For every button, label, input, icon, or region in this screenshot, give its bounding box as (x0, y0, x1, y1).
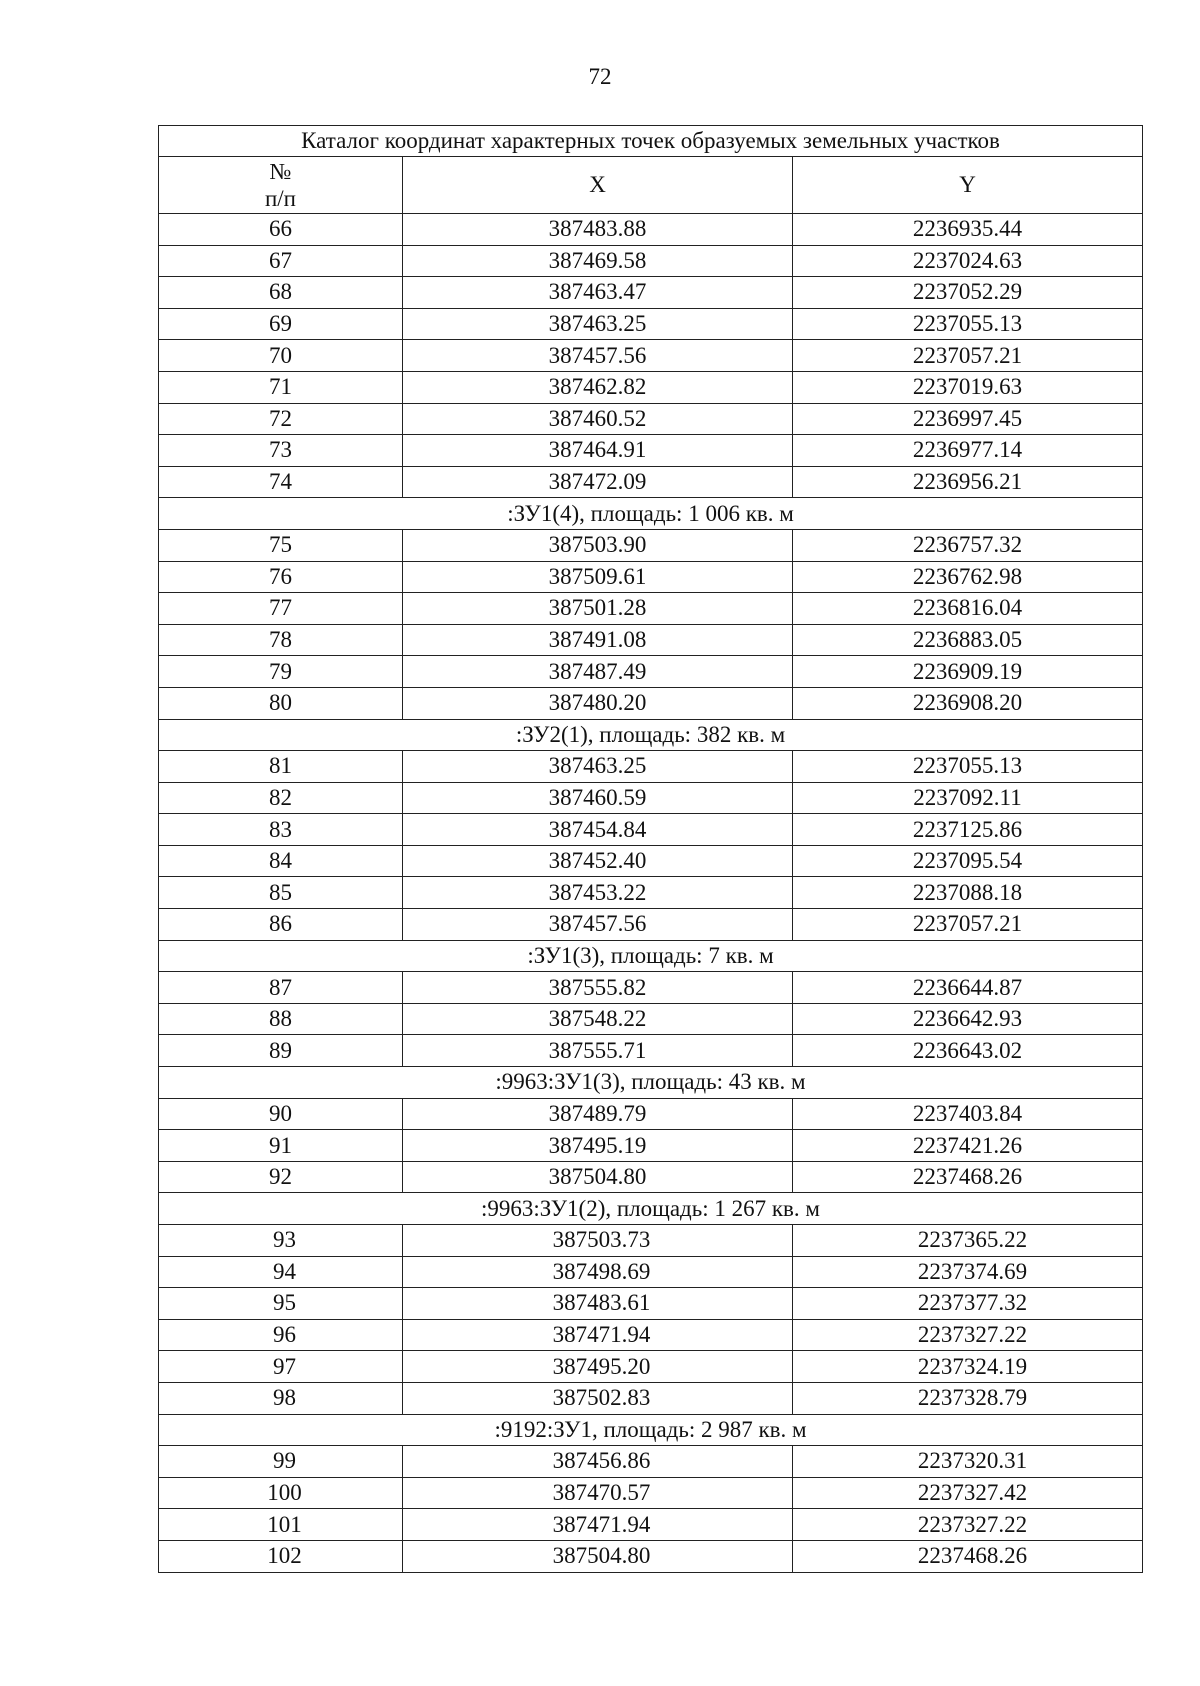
cell-y: 2237052.29 (793, 277, 1143, 309)
table-row (159, 1540, 1143, 1572)
cell-y: 2236977.14 (793, 435, 1143, 467)
cell-x: 387470.57 (403, 1477, 793, 1509)
cell-point-number: 96 (159, 1319, 403, 1351)
section-label: :ЗУ1(4), площадь: 1 006 кв. м (159, 498, 1143, 530)
table-row (159, 909, 1143, 941)
cell-point-number: 87 (159, 972, 403, 1004)
cell-y: 2237327.42 (793, 1477, 1143, 1509)
cell-y: 2236956.21 (793, 466, 1143, 498)
cell-y: 2237055.13 (793, 308, 1143, 340)
cell-y: 2237377.32 (793, 1288, 1143, 1320)
cell-y: 2236644.87 (793, 972, 1143, 1004)
cell-x: 387464.91 (403, 435, 793, 467)
table-row (159, 214, 1143, 246)
cell-point-number: 69 (159, 308, 403, 340)
column-header-y: Y (793, 157, 1143, 214)
table-row (159, 529, 1143, 561)
cell-x: 387469.58 (403, 245, 793, 277)
cell-point-number: 95 (159, 1288, 403, 1320)
table-row (159, 403, 1143, 435)
cell-y: 2236757.32 (793, 529, 1143, 561)
table-row (159, 751, 1143, 783)
cell-point-number: 78 (159, 624, 403, 656)
table-row (159, 593, 1143, 625)
table-row (159, 1319, 1143, 1351)
cell-point-number: 94 (159, 1256, 403, 1288)
table-header-row (159, 157, 1143, 214)
cell-point-number: 72 (159, 403, 403, 435)
cell-point-number: 67 (159, 245, 403, 277)
table-row (159, 782, 1143, 814)
cell-x: 387463.25 (403, 308, 793, 340)
column-header-number-line2: п/п (264, 186, 296, 211)
cell-point-number: 97 (159, 1351, 403, 1383)
cell-x: 387509.61 (403, 561, 793, 593)
cell-y: 2236762.98 (793, 561, 1143, 593)
table-row (159, 1382, 1143, 1414)
cell-x: 387495.19 (403, 1130, 793, 1162)
column-header-x: X (403, 157, 793, 214)
cell-y: 2236909.19 (793, 656, 1143, 688)
cell-y: 2237421.26 (793, 1130, 1143, 1162)
cell-point-number: 99 (159, 1446, 403, 1478)
cell-y: 2237324.19 (793, 1351, 1143, 1383)
table-row (159, 1003, 1143, 1035)
cell-x: 387452.40 (403, 845, 793, 877)
section-row (159, 1193, 1143, 1225)
table-row (159, 308, 1143, 340)
table-title: Каталог координат характерных точек образуемых земельных участков (159, 126, 1143, 157)
cell-y: 2237024.63 (793, 245, 1143, 277)
cell-x: 387491.08 (403, 624, 793, 656)
cell-y: 2236935.44 (793, 214, 1143, 246)
table-row (159, 1509, 1143, 1541)
table-row (159, 624, 1143, 656)
cell-x: 387495.20 (403, 1351, 793, 1383)
cell-point-number: 84 (159, 845, 403, 877)
cell-point-number: 83 (159, 814, 403, 846)
cell-y: 2236643.02 (793, 1035, 1143, 1067)
cell-point-number: 79 (159, 656, 403, 688)
cell-x: 387503.90 (403, 529, 793, 561)
cell-point-number: 101 (159, 1509, 403, 1541)
section-label: :9192:ЗУ1, площадь: 2 987 кв. м (159, 1414, 1143, 1446)
cell-x: 387463.25 (403, 751, 793, 783)
cell-x: 387462.82 (403, 371, 793, 403)
cell-x: 387471.94 (403, 1319, 793, 1351)
page-number: 72 (588, 64, 612, 89)
cell-x: 387463.47 (403, 277, 793, 309)
table-row (159, 972, 1143, 1004)
cell-point-number: 86 (159, 909, 403, 941)
cell-y: 2237365.22 (793, 1225, 1143, 1257)
cell-x: 387480.20 (403, 687, 793, 719)
cell-x: 387503.73 (403, 1225, 793, 1257)
cell-point-number: 98 (159, 1382, 403, 1414)
table-row (159, 814, 1143, 846)
cell-x: 387489.79 (403, 1098, 793, 1130)
cell-x: 387457.56 (403, 909, 793, 941)
table-row (159, 435, 1143, 467)
table-row (159, 687, 1143, 719)
cell-y: 2237468.26 (793, 1161, 1143, 1193)
cell-x: 387471.94 (403, 1509, 793, 1541)
cell-point-number: 76 (159, 561, 403, 593)
column-header-number-line1: № (269, 159, 292, 184)
cell-y: 2236997.45 (793, 403, 1143, 435)
table-row (159, 1351, 1143, 1383)
table-row (159, 845, 1143, 877)
cell-point-number: 102 (159, 1540, 403, 1572)
cell-point-number: 93 (159, 1225, 403, 1257)
table-title-row (159, 126, 1143, 157)
table-row (159, 656, 1143, 688)
cell-y: 2237095.54 (793, 845, 1143, 877)
table-row (159, 1477, 1143, 1509)
cell-y: 2237088.18 (793, 877, 1143, 909)
table-row (159, 371, 1143, 403)
table-row (159, 1256, 1143, 1288)
cell-y: 2237327.22 (793, 1509, 1143, 1541)
cell-x: 387456.86 (403, 1446, 793, 1478)
table-row (159, 1098, 1143, 1130)
cell-x: 387548.22 (403, 1003, 793, 1035)
section-label: :9963:ЗУ1(2), площадь: 1 267 кв. м (159, 1193, 1143, 1225)
cell-x: 387501.28 (403, 593, 793, 625)
cell-y: 2237019.63 (793, 371, 1143, 403)
cell-y: 2236642.93 (793, 1003, 1143, 1035)
cell-point-number: 81 (159, 751, 403, 783)
cell-x: 387453.22 (403, 877, 793, 909)
cell-point-number: 88 (159, 1003, 403, 1035)
cell-point-number: 71 (159, 371, 403, 403)
cell-y: 2237092.11 (793, 782, 1143, 814)
cell-y: 2237125.86 (793, 814, 1143, 846)
cell-x: 387487.49 (403, 656, 793, 688)
table-row (159, 340, 1143, 372)
cell-y: 2236883.05 (793, 624, 1143, 656)
cell-point-number: 90 (159, 1098, 403, 1130)
cell-x: 387555.82 (403, 972, 793, 1004)
section-row (159, 1067, 1143, 1099)
cell-y: 2237374.69 (793, 1256, 1143, 1288)
cell-x: 387454.84 (403, 814, 793, 846)
section-label: :ЗУ1(3), площадь: 7 кв. м (159, 940, 1143, 972)
section-label: :ЗУ2(1), площадь: 382 кв. м (159, 719, 1143, 751)
cell-x: 387457.56 (403, 340, 793, 372)
coordinates-catalog-table (158, 125, 1143, 1573)
cell-point-number: 89 (159, 1035, 403, 1067)
table-body (159, 126, 1143, 1573)
section-label: :9963:ЗУ1(3), площадь: 43 кв. м (159, 1067, 1143, 1099)
cell-x: 387460.52 (403, 403, 793, 435)
cell-y: 2237057.21 (793, 340, 1143, 372)
cell-y: 2236816.04 (793, 593, 1143, 625)
table-row (159, 245, 1143, 277)
table-row (159, 877, 1143, 909)
cell-point-number: 82 (159, 782, 403, 814)
section-row (159, 498, 1143, 530)
cell-point-number: 92 (159, 1161, 403, 1193)
table-row (159, 1225, 1143, 1257)
cell-y: 2237055.13 (793, 751, 1143, 783)
cell-y: 2237468.26 (793, 1540, 1143, 1572)
cell-x: 387502.83 (403, 1382, 793, 1414)
section-row (159, 1414, 1143, 1446)
cell-point-number: 85 (159, 877, 403, 909)
table-row (159, 277, 1143, 309)
cell-y: 2237328.79 (793, 1382, 1143, 1414)
cell-point-number: 73 (159, 435, 403, 467)
cell-x: 387555.71 (403, 1035, 793, 1067)
section-row (159, 719, 1143, 751)
cell-point-number: 100 (159, 1477, 403, 1509)
cell-point-number: 91 (159, 1130, 403, 1162)
cell-y: 2236908.20 (793, 687, 1143, 719)
cell-y: 2237320.31 (793, 1446, 1143, 1478)
cell-point-number: 68 (159, 277, 403, 309)
cell-y: 2237403.84 (793, 1098, 1143, 1130)
cell-x: 387498.69 (403, 1256, 793, 1288)
table-row (159, 1130, 1143, 1162)
cell-y: 2237057.21 (793, 909, 1143, 941)
section-row (159, 940, 1143, 972)
cell-x: 387472.09 (403, 466, 793, 498)
cell-x: 387504.80 (403, 1161, 793, 1193)
cell-x: 387460.59 (403, 782, 793, 814)
cell-point-number: 66 (159, 214, 403, 246)
table-row (159, 1035, 1143, 1067)
cell-x: 387483.61 (403, 1288, 793, 1320)
cell-y: 2237327.22 (793, 1319, 1143, 1351)
table-row (159, 561, 1143, 593)
table-row (159, 1288, 1143, 1320)
cell-x: 387504.80 (403, 1540, 793, 1572)
column-header-number (159, 157, 403, 214)
table-row (159, 1161, 1143, 1193)
table-row (159, 466, 1143, 498)
cell-point-number: 70 (159, 340, 403, 372)
cell-point-number: 80 (159, 687, 403, 719)
cell-point-number: 75 (159, 529, 403, 561)
cell-point-number: 74 (159, 466, 403, 498)
cell-x: 387483.88 (403, 214, 793, 246)
cell-point-number: 77 (159, 593, 403, 625)
table-row (159, 1446, 1143, 1478)
